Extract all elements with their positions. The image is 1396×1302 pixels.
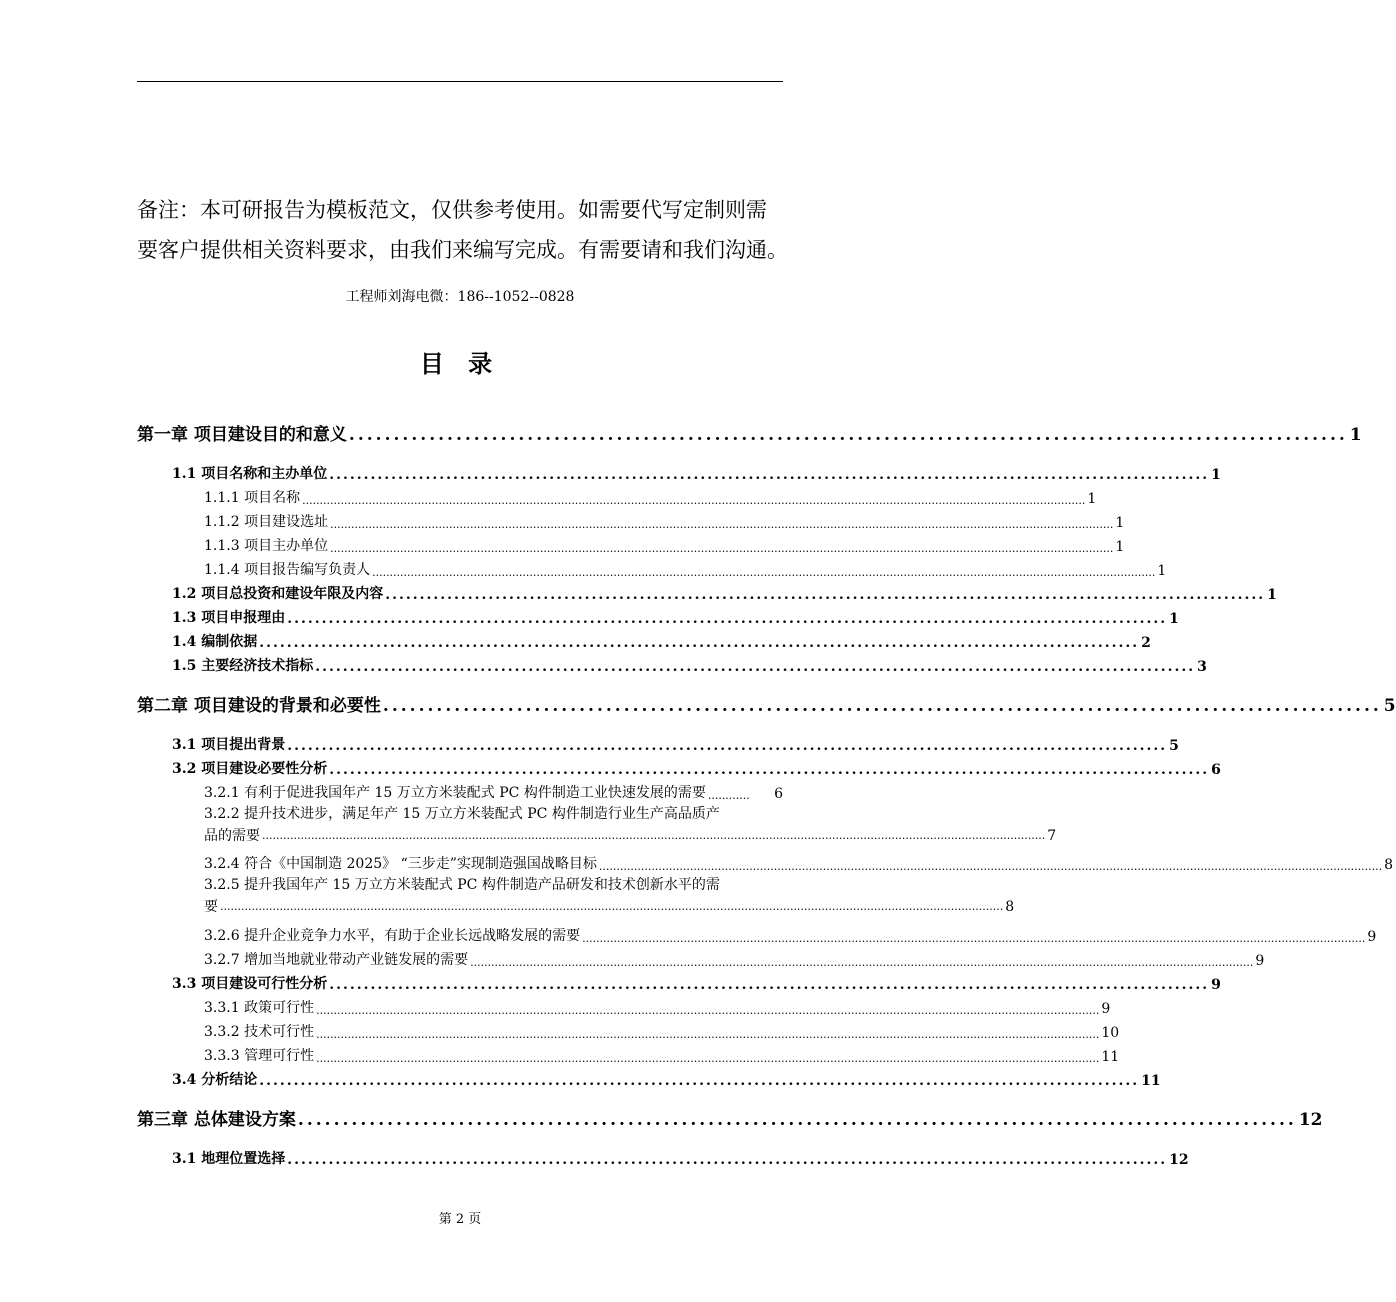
toc-entry-page: 1	[1267, 587, 1277, 603]
toc-entry-label: 第三章 总体建设方案	[137, 1110, 296, 1130]
toc-leader: ................................................................................................................................	[329, 467, 1210, 483]
toc-entry-page: 5	[1169, 738, 1179, 754]
toc-entry-page: 9	[1367, 929, 1377, 945]
toc-leader: ................................................................................................................................	[287, 738, 1168, 754]
toc-entry[interactable]	[204, 925, 1377, 945]
page-number: 第 2 页	[438, 1212, 482, 1227]
toc-entry-page: 8	[1005, 899, 1015, 915]
toc-entry-label: 3.2.1 有利于促进我国年产 15 万立方米装配式 PC 构件制造工业快速发展的需要	[204, 785, 706, 801]
toc-leader: ................................................................................................................................................................................................................................	[220, 900, 1004, 913]
toc-entry-label-continued: 要	[204, 899, 218, 915]
toc-leader: ................................................................................................................................	[329, 977, 1210, 993]
toc-entry[interactable]	[204, 949, 1265, 969]
toc-entry[interactable]	[172, 973, 1221, 993]
toc-entry-label: 3.2.5 提升我国年产 15 万立方米装配式 PC 构件制造产品研发和技术创新水平的需	[204, 877, 720, 893]
toc-entry-page: 1	[1157, 563, 1167, 579]
toc-entry-label: 1.1.1 项目名称	[204, 490, 301, 506]
toc-leader: ................................................................................................................................................................................................................................	[330, 518, 1114, 531]
toc-leader: ................................................................................................................................	[259, 635, 1140, 651]
toc-entry[interactable]	[204, 559, 1167, 579]
toc-entry-page: 9	[1255, 953, 1265, 969]
toc-entry-label: 3.2.2 提升技术进步，满足年产 15 万立方米装配式 PC 构件制造行业生产高品质产	[204, 806, 720, 822]
toc-entry-page: 2	[1141, 635, 1151, 651]
toc-entry-wrapped[interactable]	[204, 803, 1057, 847]
toc-entry[interactable]	[204, 997, 1111, 1017]
toc-leader: ................................................................................................................................................................................................................................	[316, 1028, 1100, 1041]
toc-entry[interactable]	[172, 1148, 1189, 1168]
toc-entry-page: 12	[1298, 1110, 1323, 1130]
toc-leader: ................................................................................................................................................................................................................................	[302, 494, 1086, 507]
toc-entry-label: 1.3 项目申报理由	[172, 610, 286, 626]
toc-entry-page: 9	[1211, 977, 1221, 993]
toc-entry-label: 第一章 项目建设目的和意义	[137, 425, 347, 445]
toc-leader: ................................................................................................................	[382, 696, 1382, 716]
toc-entry-label: 1.2 项目总投资和建设年限及内容	[172, 586, 384, 602]
toc-entry-label-continued: 品的需要	[204, 828, 260, 844]
toc-entry[interactable]	[204, 511, 1125, 531]
toc-entry-page: 10	[1101, 1025, 1120, 1041]
toc-entry-label: 3.1 地理位置选择	[172, 1151, 286, 1167]
toc-entry-label: 3.3.3 管理可行性	[204, 1048, 315, 1064]
toc-entry-page: 1	[1211, 467, 1221, 483]
toc-entry-label: 1.4 编制依据	[172, 634, 258, 650]
toc-entry-wrapped[interactable]	[204, 874, 1015, 918]
toc-entry-label: 3.3.2 技术可行性	[204, 1024, 315, 1040]
toc-entry[interactable]	[204, 853, 1394, 873]
toc-leader: ................................................................................................................................................................................................................................	[470, 956, 1254, 969]
toc-entry-label: 3.2.4 符合《中国制造 2025》 “三步走”实现制造强国战略目标	[204, 856, 597, 872]
toc-leader: ................................................................................................................................................................................................................................	[316, 1004, 1100, 1017]
toc-entry-label: 第二章 项目建设的背景和必要性	[137, 696, 381, 716]
toc-entry-page: 1	[1169, 611, 1179, 627]
toc-leader: ................................................................................................................................	[287, 1152, 1168, 1168]
toc-entry-page: 6	[774, 786, 783, 802]
note-line-1: 备注：本可研报告为模板范文，仅供参考使用。如需要代写定制则需	[137, 198, 767, 222]
toc-entry[interactable]	[204, 487, 1097, 507]
toc-leader: ................................................................................................................................................................................................................................	[372, 566, 1156, 579]
toc-entry[interactable]	[172, 1069, 1161, 1089]
toc-leader: ................................................................................................................................	[287, 611, 1168, 627]
toc-entry[interactable]	[172, 583, 1277, 603]
toc-entry-page: 5	[1383, 696, 1396, 716]
toc-entry[interactable]	[204, 1021, 1120, 1041]
page-title: 目 录	[419, 349, 501, 378]
toc-entry-page: 11	[1101, 1049, 1120, 1065]
toc-entry-page: 12	[1169, 1152, 1189, 1168]
toc-entry[interactable]	[172, 607, 1179, 627]
toc-entry-page: 8	[1384, 857, 1394, 873]
toc-leader: ................................................................................................................................................................................................................................	[262, 829, 1046, 842]
contact-line: 工程师刘海电微：186--1052--0828	[345, 289, 575, 305]
toc-leader: ................................................................................................................................	[259, 1073, 1140, 1089]
toc-leader: ................................................................................................................	[348, 425, 1348, 445]
toc-entry[interactable]	[204, 1045, 1120, 1065]
toc-leader: ................................................................................................................	[297, 1110, 1297, 1130]
toc-entry-page: 6	[1211, 762, 1221, 778]
toc-entry-label: 3.1 项目提出背景	[172, 737, 286, 753]
toc-leader: ................................................................................................................................................................................................................................	[582, 932, 1366, 945]
toc-entry-label: 1.1.4 项目报告编写负责人	[204, 562, 371, 578]
toc-entry[interactable]	[204, 535, 1125, 555]
toc-leader: ................................................................................................................................	[385, 587, 1266, 603]
toc-entry[interactable]	[172, 655, 1207, 675]
toc-entry[interactable]	[172, 734, 1179, 754]
toc-entry[interactable]	[137, 691, 1396, 716]
toc-entry-page: 11	[1141, 1073, 1161, 1089]
toc-leader: ................................................................................................................................................................................................................................	[316, 1052, 1100, 1065]
toc-leader: ................................................................................................................................	[315, 659, 1196, 675]
toc-entry[interactable]	[204, 782, 783, 802]
toc-entry[interactable]	[137, 1105, 1323, 1130]
toc-entry[interactable]	[137, 420, 1362, 445]
toc-entry-label: 3.2.7 增加当地就业带动产业链发展的需要	[204, 952, 469, 968]
toc-leader: ............	[707, 789, 750, 802]
toc-entry[interactable]	[172, 631, 1151, 651]
toc-entry-label: 1.1.3 项目主办单位	[204, 538, 329, 554]
toc-entry-label: 3.3.1 政策可行性	[204, 1000, 315, 1016]
toc-leader: ................................................................................................................................................................................................................................	[330, 542, 1114, 555]
note-line-2: 要客户提供相关资料要求，由我们来编写完成。有需要请和我们沟通。	[137, 238, 788, 262]
toc-entry-page: 7	[1047, 828, 1057, 844]
toc-leader: ................................................................................................................................................................................................................................	[598, 860, 1383, 873]
toc-entry-label: 3.2.6 提升企业竞争力水平，有助于企业长远战略发展的需要	[204, 928, 581, 944]
toc-entry[interactable]	[172, 463, 1221, 483]
toc-entry-page: 3	[1197, 659, 1207, 675]
toc-entry-page: 1	[1349, 425, 1362, 445]
toc-entry-page: 1	[1115, 515, 1125, 531]
toc-entry-label: 3.4 分析结论	[172, 1072, 258, 1088]
toc-entry-label: 1.5 主要经济技术指标	[172, 658, 314, 674]
toc-entry-page: 9	[1101, 1001, 1111, 1017]
toc-entry-label: 3.2 项目建设必要性分析	[172, 761, 328, 777]
toc-entry-label: 3.3 项目建设可行性分析	[172, 976, 328, 992]
toc-leader: ................................................................................................................................	[329, 762, 1210, 778]
toc-entry-label: 1.1 项目名称和主办单位	[172, 466, 328, 482]
toc-entry-label: 1.1.2 项目建设选址	[204, 514, 329, 530]
toc-entry-page: 1	[1087, 491, 1097, 507]
toc-entry[interactable]	[172, 758, 1221, 778]
toc-entry-page: 1	[1115, 539, 1125, 555]
